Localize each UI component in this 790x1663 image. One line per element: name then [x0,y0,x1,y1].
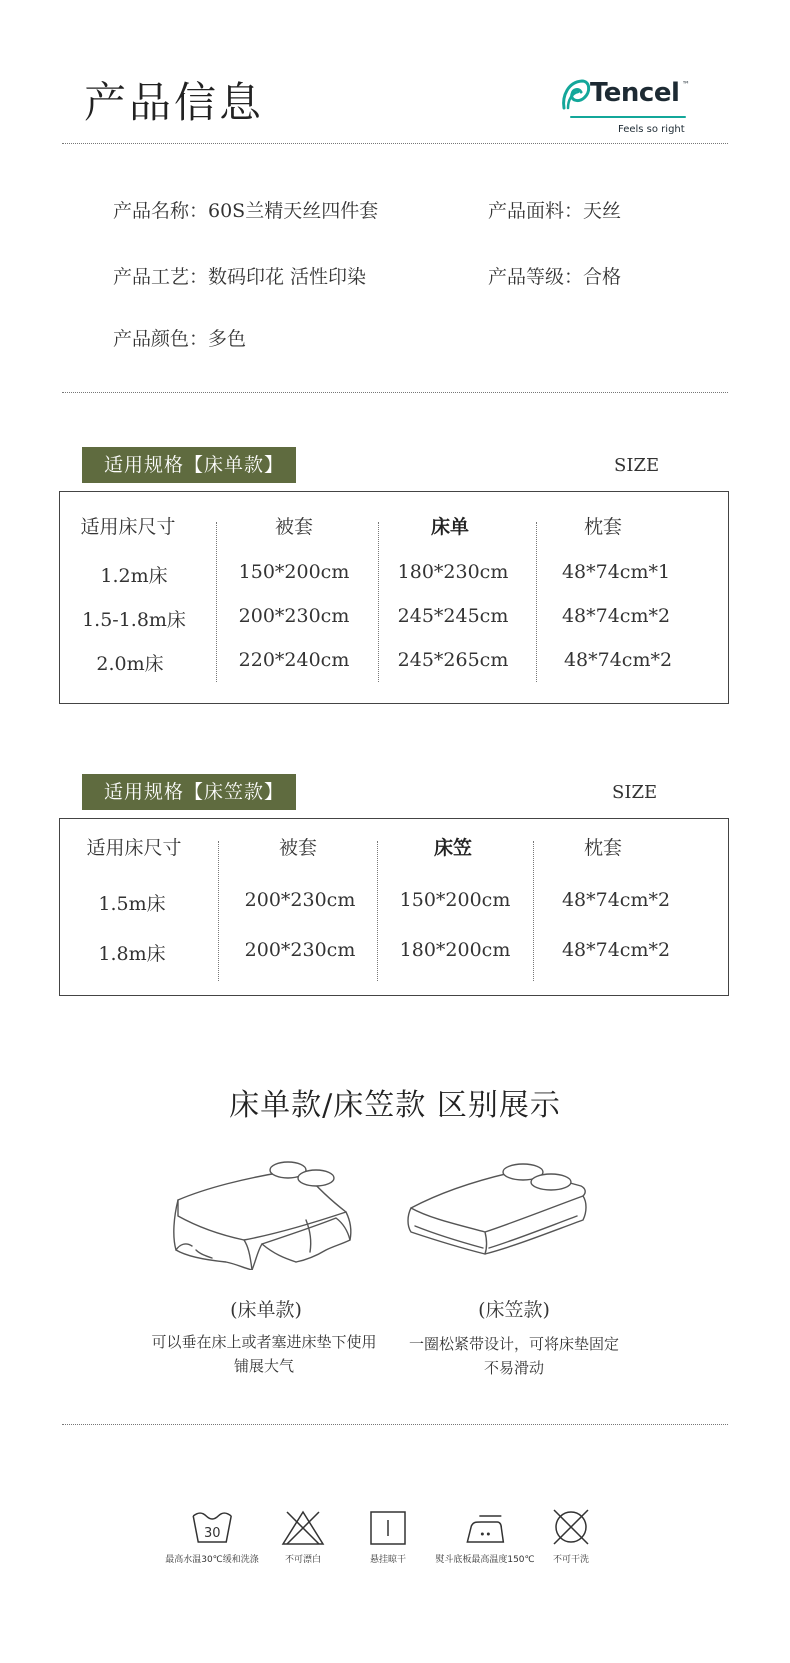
header-duvet: 被套 [278,837,318,859]
page-title: 产品信息 [84,78,265,127]
wash-30-icon [190,1510,234,1546]
fitted-desc-line2: 不易滑动 [483,1359,545,1377]
care-label: 最高水温30℃缓和洗涤 [165,1555,259,1565]
logo-tagline: Feels so right [618,124,685,135]
tencel-logo [560,78,700,142]
care-item-no-dry-clean [551,1508,591,1565]
header-duvet: 被套 [274,516,314,538]
sheet-desc-line2: 铺展大气 [233,1357,295,1375]
table-cell: 150*200cm [238,561,350,583]
no-dry-clean-icon [551,1508,591,1546]
table-cell: 48*74cm*2 [561,939,671,961]
header-sheet: 床单 [430,516,470,538]
info-name: 产品名称：60S兰精天丝四件套 [113,200,379,222]
table-cell: 2.0m床 [96,653,164,675]
divider-care [62,1424,728,1425]
logo-brand: Tencel [590,78,680,108]
table-cell: 48*74cm*2 [561,889,671,911]
table-cell: 220*240cm [238,649,350,671]
info-color: 产品颜色：多色 [113,328,247,350]
logo-trademark: ™ [682,80,690,89]
tencel-leaf-icon [560,78,592,112]
hang-dry-icon [368,1510,408,1546]
info-grade: 产品等级：合格 [488,266,622,288]
info-fabric: 产品面料：天丝 [488,200,622,222]
header-bed-size: 适用床尺寸 [86,837,182,859]
fitted-spec-table [59,818,729,996]
care-label: 悬挂晾干 [369,1555,406,1565]
table-cell: 180*200cm [399,939,511,961]
column-divider [378,522,379,682]
table-cell: 245*245cm [397,605,509,627]
column-divider [533,841,534,981]
table-cell: 200*230cm [238,605,350,627]
table-cell: 1.8m床 [98,943,166,965]
fitted-spec-banner: 适用规格【床笠款】 [82,774,296,810]
header-bed-size: 适用床尺寸 [80,516,176,538]
sheet-size-label: SIZE [614,455,660,476]
table-cell: 1.5-1.8m床 [82,609,186,631]
column-divider [218,841,219,981]
no-bleach-icon [281,1510,325,1546]
divider-info [62,392,728,393]
table-cell: 200*230cm [244,939,356,961]
sheet-caption: (床单款) [230,1299,302,1321]
logo-underline [570,116,686,118]
fitted-sheet-bed-illustration [405,1160,595,1260]
care-label: 不可漂白 [284,1555,321,1565]
header-pillowcase: 枕套 [583,516,623,538]
table-cell: 1.5m床 [98,893,166,915]
comparison-title: 床单款/床笠款 区别展示 [229,1088,561,1123]
table-cell: 48*74cm*2 [561,605,671,627]
sheet-spec-banner: 适用规格【床单款】 [82,447,296,483]
care-item-iron [435,1510,534,1565]
table-cell: 150*200cm [399,889,511,911]
care-label: 不可干洗 [552,1555,589,1565]
svg-text:30: 30 [203,1526,221,1541]
care-item-wash [165,1510,259,1565]
iron-150-icon [461,1510,509,1546]
care-label: 熨斗底板最高温度150℃ [435,1555,535,1565]
table-cell: 48*74cm*2 [563,649,673,671]
fitted-caption: (床笠款) [478,1299,550,1321]
fitted-desc-line1: 一圈松紧带设计，可将床垫固定 [408,1335,620,1353]
sheet-desc-line1: 可以垂在床上或者塞进床垫下使用 [151,1333,377,1351]
header-fitted-sheet: 床笠 [433,837,473,859]
table-cell: 245*265cm [397,649,509,671]
care-item-hang-dry [368,1510,408,1565]
table-cell: 200*230cm [244,889,356,911]
table-cell: 180*230cm [397,561,509,583]
fitted-size-label: SIZE [612,782,658,803]
header-pillowcase: 枕套 [583,837,623,859]
column-divider [536,522,537,682]
divider-top [62,143,728,144]
care-item-no-bleach [281,1510,325,1565]
column-divider [377,841,378,981]
table-cell: 48*74cm*1 [561,561,671,583]
column-divider [216,522,217,682]
info-craft: 产品工艺：数码印花 活性印染 [113,266,367,288]
sheet-spec-table [59,491,729,704]
flat-sheet-bed-illustration [166,1160,366,1270]
table-cell: 1.2m床 [100,565,168,587]
